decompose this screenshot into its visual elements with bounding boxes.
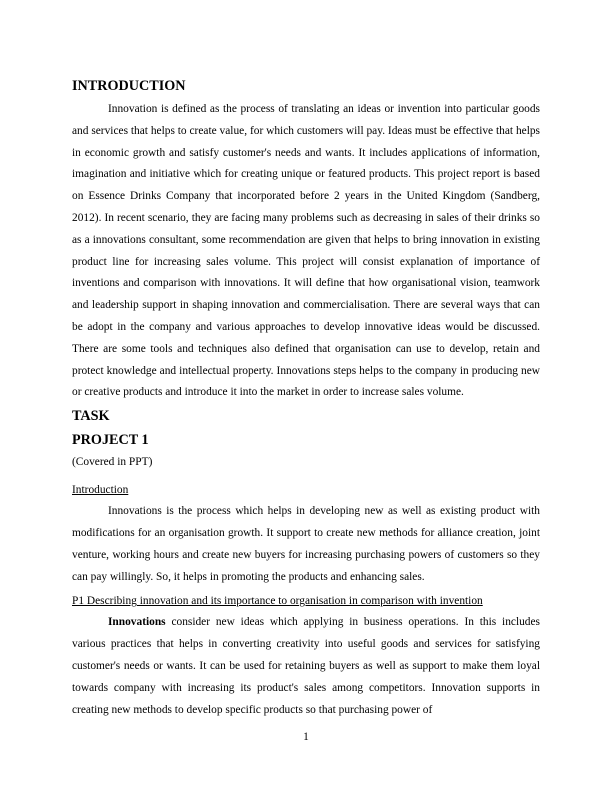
task-heading: TASK bbox=[72, 408, 110, 425]
project-introduction-paragraph: Innovations is the process which helps in developing new as well as existing product with modifications for an organisation growth. It support to create new methods for alliance creation, joint venture, working hours and create new buyers for increasing purchasing powers of customers so they can pay willingly. So, it helps in promoting the products and enhancing sales. bbox=[72, 505, 540, 583]
page-content bbox=[72, 78, 540, 721]
p1-subheading: P1 Describing innovation and its importance to organisation in comparison with invention bbox=[72, 595, 483, 608]
introduction-heading: INTRODUCTION bbox=[72, 78, 186, 94]
covered-note: (Covered in PPT) bbox=[72, 456, 153, 469]
p1-paragraph-text: consider new ideas which applying in business operations. In this includes various practices that helps in converting creativity into useful goods and services for satisfying customer's needs or wants. It can be used for retaining buyers as well as support to make them loyal towards company with increasing its product's sales among competitors. Innovation supports in creating new methods to develop specific products so that purchasing power of bbox=[72, 616, 540, 716]
introduction-paragraph: Innovation is defined as the process of translating an ideas or invention into particular goods and services that helps to create value, for which customers will pay. Ideas must be effective that helps in economic growth and satisfy customer's needs and wants. It includes applications of information, imagination and initiative which for creating unique or featured products. This project report is based on Essence Drinks Company that incorporated before 2 years in the United Kingdom (Sandberg, 2012). In recent scenario, they are facing many problems such as decreasing in sales of their drinks so as a innovations consultant, some recommendation are given that helps to bring innovation in existing product line for increasing sales volume. This project will consist explanation of importance of inventions and comparison with innovations. It will define that how organisational vision, teamwork and leadership support in shaping innovation and commercialisation. There are several ways that can be adopt in the company and various approaches to develop innovative ideas would be discussed. There are some tools and techniques also defined that organisation can use to develop, retain and protect knowledge and intellectual property. Innovations steps helps to the company in producing new or creative products and introduce it into the market in order to increase sales volume. bbox=[72, 103, 540, 399]
project-heading: PROJECT 1 bbox=[72, 432, 149, 449]
page-number: 1 bbox=[303, 731, 309, 743]
introduction-subheading: Introduction bbox=[72, 484, 129, 497]
p1-lead-term: Innovations bbox=[108, 616, 166, 629]
p1-paragraph bbox=[72, 612, 540, 721]
